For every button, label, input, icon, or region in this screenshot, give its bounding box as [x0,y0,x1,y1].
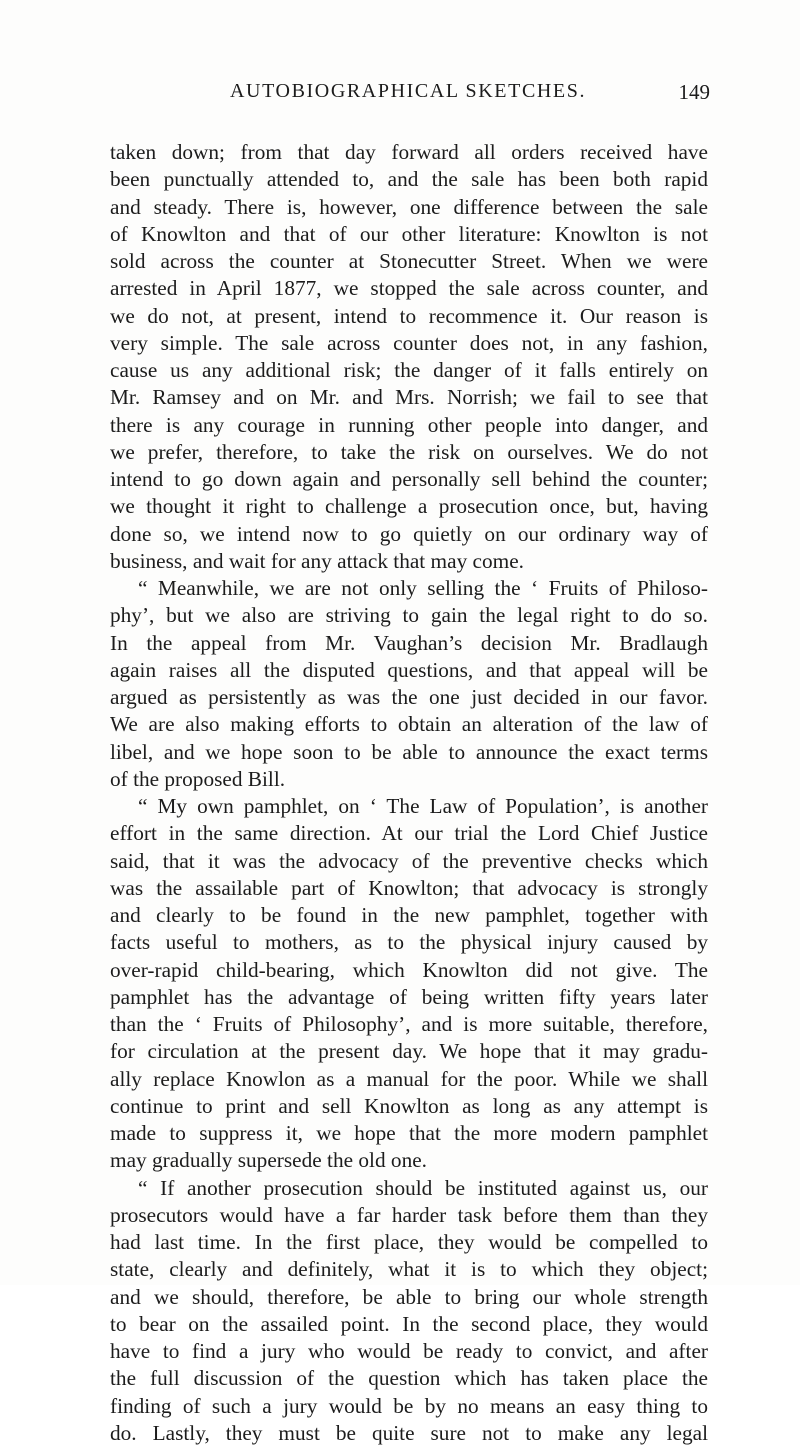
text-line: “ Meanwhile, we are not only selling the ‘ Fruits of Philoso- [138,576,708,600]
text-line: of Knowlton and that of our other literature: Knowlton is not [110,221,708,246]
text-line: been punctually attended to, and the sale has been both rapid [110,167,708,192]
text-line: of the proposed Bill. [110,766,286,791]
text-line: to bear on the assailed point. In the second place, they would [110,1311,708,1336]
text-line: pamphlet has the advantage of being written fifty years later [110,984,708,1009]
text-line: sold across the counter at Stonecutter Street. When we were [110,249,708,273]
page-number: 149 [678,80,710,104]
text-line: again raises all the disputed questions, and that appeal will be [110,657,708,682]
text-line: taken down; from that day forward all orders received have [110,140,708,164]
body-text [110,139,708,1447]
text-line: finding of such a jury would be by no means an easy thing to [110,1393,708,1418]
text-line: “ My own pamphlet, on ‘ The Law of Population’, is another [138,794,708,818]
text-line: Mr. Ramsey and on Mr. and Mrs. Norrish; we fail to see that [110,385,708,410]
text-line: cause us any additional risk; the danger of it falls entirely on [110,358,708,382]
text-line: have to find a jury who would be ready to convict, and after [110,1339,708,1363]
text-line: there is any courage in running other people into danger, and [110,412,708,437]
text-line: we do not, at present, intend to recommence it. Our reason is [110,303,708,328]
text-line: the full discussion of the question which has taken place the [110,1366,708,1391]
text-line: “ If another prosecution should be instituted against us, our [138,1175,708,1200]
text-line: libel, and we hope soon to be able to announce the exact terms [110,739,708,764]
text-line: over-rapid child-bearing, which Knowlton did not give. The [110,957,708,982]
text-line: phy’, but we also are striving to gain the legal right to do so. [110,603,708,628]
text-line: arrested in April 1877, we stopped the sale across counter, and [110,276,708,301]
text-line: In the appeal from Mr. Vaughan’s decision Mr. Bradlaugh [110,630,708,655]
text-line: argued as persistently as was the one just decided in our favor. [110,685,708,709]
text-line: had last time. In the first place, they would be compelled to [110,1230,708,1254]
text-line: effort in the same direction. At our trial the Lord Chief Justice [110,821,708,846]
text-line: and clearly to be found in the new pamphlet, together with [110,903,708,927]
text-line: intend to go down again and personally sell behind the counter; [110,467,708,491]
text-line: was the assailable part of Knowlton; that advocacy is strongly [110,875,708,900]
text-line: made to suppress it, we hope that the more modern pamphlet [110,1121,708,1145]
text-line: than the ‘ Fruits of Philosophy’, and is more suitable, therefore, [110,1012,708,1036]
text-line: facts useful to mothers, as to the physical injury caused by [110,930,708,955]
text-line: and steady. There is, however, one difference between the sale [110,194,708,219]
text-line: may gradually supersede the old one. [110,1148,427,1173]
text-line: for circulation at the present day. We hope that it may gradu- [110,1039,708,1064]
text-line: do. Lastly, they must be quite sure not to make any legal [110,1420,708,1445]
running-head [230,80,710,110]
text-line: ally replace Knowlon as a manual for the poor. While we shall [110,1066,708,1091]
text-line: continue to print and sell Knowlton as long as any attempt is [110,1093,708,1118]
text-line: prosecutors would have a far harder task before them than they [110,1202,708,1227]
text-line: state, clearly and definitely, what it is to which they object; [110,1257,708,1282]
text-line: said, that it was the advocacy of the preventive checks which [110,848,708,873]
text-line: very simple. The sale across counter does not, in any fashion, [110,330,708,355]
text-line: we thought it right to challenge a prosecution once, but, having [110,494,708,519]
running-title: AUTOBIOGRAPHICAL SKETCHES. [230,80,587,102]
text-line: business, and wait for any attack that may come. [110,548,524,573]
text-line: we prefer, therefore, to take the risk on ourselves. We do not [110,439,708,464]
text-line: done so, we intend now to go quietly on our ordinary way of [110,521,708,546]
text-line: and we should, therefore, be able to bring our whole strength [110,1284,708,1309]
text-line: We are also making efforts to obtain an alteration of the law of [110,712,708,737]
